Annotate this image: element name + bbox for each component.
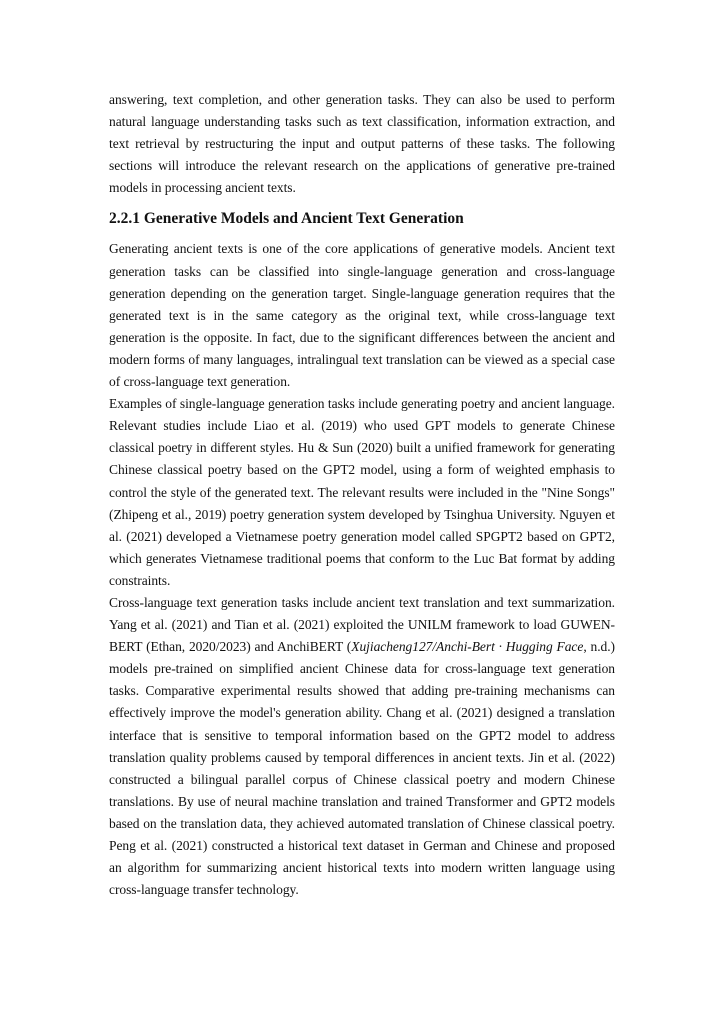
paragraph-cross-language-part2: , n.d.) models pre-trained on simplified ancient Chinese data for cross-language text generation tasks. Comparative experimental results showed that adding pre-training mechanisms can effectively improve the model's generation ability. Chang et al. (2021) designed a translation interface that is sensitive to temporal information based on the GPT2 model to address translation quality problems caused by temporal differences in ancient texts. Jin et al. (2022) constructed a bilingual parallel corpus of Chinese classical poetry and modern Chinese translations. By use of neural machine translation and trained Transformer and GPT2 models based on the translation data, they achieved automated translation of Chinese classical poetry. Peng et al. (2021) constructed a historical text dataset in German and Chinese and proposed an algorithm for summarizing ancient historical texts into modern written language using cross-language transfer technology. — [109, 639, 615, 898]
intro-paragraph: answering, text completion, and other generation tasks. They can also be used to perform natural language understanding tasks such as text classification, information extraction, and text retrieval by restructuring the input and output patterns of these tasks. The following sections will introduce the relevant research on the applications of generative pre-trained models in processing ancient texts. — [109, 92, 615, 196]
section-heading: 2.2.1 Generative Models and Ancient Text Generation — [109, 210, 464, 228]
paragraph-cross-language — [109, 592, 615, 901]
paragraph-single-language: Examples of single-language generation tasks include generating poetry and ancient language. Relevant studies include Liao et al. (2019) who used GPT models to generate Chinese classical poetry in different styles. Hu & Sun (2020) built a unified framework for generating Chinese classical poetry based on the GPT2 model, using a form of weighted emphasis to control the style of the generated text. The relevant results were included in the "Nine Songs" (Zhipeng et al., 2019) poetry generation system developed by Tsinghua University. Nguyen et al. (2021) developed a Vietnamese poetry generation model called SPGPT2 based on GPT2, which generates Vietnamese traditional poems that conform to the Luc Bat format by adding constraints. — [109, 396, 615, 588]
paragraph-generation-overview: Generating ancient texts is one of the core applications of generative models. Ancient text generation tasks can be classified into single-language generation and cross-language generation depending on the generation target. Single-language generation requires that the generated text is in the same category as the original text, while cross-language text generation is the opposite. In fact, due to the significant differences between the ancient and modern forms of many languages, intralingual text translation can be viewed as a special case of cross-language text generation. — [109, 241, 615, 390]
paragraph-cross-language-part1: Cross-language text generation tasks include ancient text translation and text summarization. Yang et al. (2021) and Tian et al. (2021) exploited the UNILM framework to load GUWEN-BERT (Ethan, 2020/2023) and AnchiBERT ( — [109, 594, 615, 655]
anchibert-citation-title: Xujiacheng127/Anchi-Bert · Hugging Face — [351, 639, 584, 655]
